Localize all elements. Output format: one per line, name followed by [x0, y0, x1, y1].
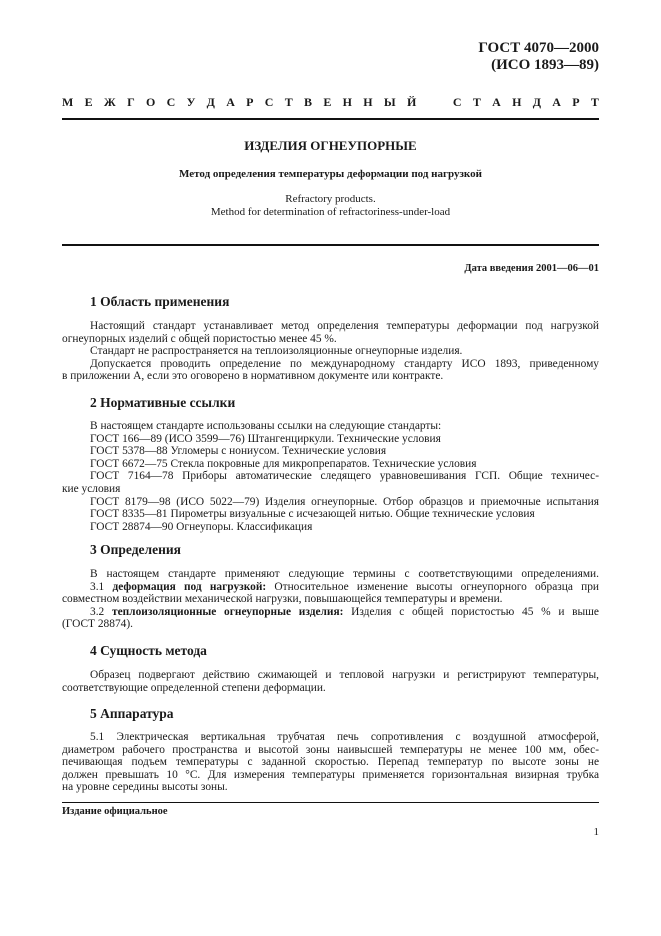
section-3-heading: 3 Определения [90, 542, 181, 557]
standard-identifier [478, 40, 599, 74]
reference-item: ГОСТ 166—89 (ИСО 3599—76) Штангенциркули. Технические условия [90, 432, 441, 445]
paragraph-line: 5.1 Электрическая вертикальная трубчатая печь сопротивления с воздушной атмосферой, [90, 731, 599, 743]
banner-letter: В [304, 95, 313, 109]
banner-letter: С [452, 95, 462, 109]
definition-text: Изделия с общей пористостью 45 % и выше [351, 605, 599, 618]
section-5-heading: 5 Аппаратура [90, 706, 174, 721]
definition-number: 3.2 [90, 605, 105, 618]
interstate-standard-banner [62, 95, 599, 110]
header-rule [62, 118, 599, 120]
definition-3-2 [62, 606, 599, 619]
definition-term: деформация под нагрузкой: [112, 580, 267, 593]
banner-letter: Т [472, 95, 481, 109]
section-1-body [62, 320, 599, 383]
banner-letter: Н [512, 95, 522, 109]
official-edition-label: Издание официальное [62, 806, 168, 817]
reference-item: ГОСТ 5378—88 Угломеры с нониусом. Технические условия [90, 445, 387, 458]
section-4-body [62, 669, 599, 694]
paragraph-line: Допускается проводить определение по международному стандарту ИСО 1893, приведенному [90, 357, 599, 370]
reference-item: ГОСТ 8179—98 (ИСО 5022—79) Изделия огнеупорные. Отбор образцов и приемочные испытания [90, 495, 599, 508]
title-rule [62, 244, 599, 246]
banner-letter: У [186, 95, 196, 109]
section-5-body [62, 731, 599, 794]
definition-term: теплоизоляционные огнеупорные изделия: [111, 605, 344, 618]
banner-letter: Т [590, 95, 599, 109]
iso-number: (ИСО 1893—89) [491, 57, 599, 73]
paragraph-line: Образец подвергают действию сжимающей и тепловой нагрузки и регистрируют температуры, [90, 669, 599, 681]
reference-item: ГОСТ 28874—90 Огнеупоры. Классификация [90, 520, 313, 533]
banner-letter: Г [127, 95, 135, 109]
definition-text: Относительное изменение высоты огнеупорного образца при [274, 580, 599, 593]
document-title: ИЗДЕЛИЯ ОГНЕУПОРНЫЕ [244, 138, 417, 153]
banner-letter: Р [572, 95, 580, 109]
paragraph-line: В настоящем стандарте применяют следующие термины с соответствующими определениями. [90, 568, 599, 580]
paragraph-line: В настоящем стандарте использованы ссылки на следующие стандарты: [90, 420, 442, 432]
english-title [62, 193, 599, 219]
definition-text-continued: (ГОСТ 28874). [62, 618, 133, 631]
banner-letter: Й [406, 95, 417, 109]
banner-letter: С [166, 95, 176, 109]
document-subtitle: Метод определения температуры деформации под нагрузкой [179, 168, 482, 180]
paragraph-line: Настоящий стандарт устанавливает метод определения температуры деформации под нагрузкой [90, 320, 599, 332]
banner-letter: Ж [103, 95, 116, 109]
banner-letter: Н [342, 95, 352, 109]
section-4-heading: 4 Сущность метода [90, 643, 207, 658]
definition-3-1 [62, 581, 599, 594]
paragraph-line: должен превышать 10 °С. Для измерения температуры применяется горизонтальная визирная трубка [62, 768, 599, 781]
section-3-body [62, 568, 599, 631]
paragraph-line: огнеупорных изделий с общей пористостью менее 45 %. [62, 332, 337, 345]
paragraph-line: в приложении А, если это оговорено в нормативном документе или контракте. [62, 370, 444, 383]
section-2-heading: 2 Нормативные ссылки [90, 395, 236, 410]
paragraph-line: печивающая подъем температуры с заданной скоростью. Перепад температур по высоте зоны не [62, 756, 599, 769]
reference-item: ГОСТ 6672—75 Стекла покровные для микропрепаратов. Технические условия [90, 457, 477, 470]
banner-letter: Е [323, 95, 332, 109]
banner-letter: Д [532, 95, 541, 109]
english-title-line: Refractory products. [285, 193, 376, 205]
section-1-heading: 1 Область применения [90, 294, 230, 309]
section-2-body [62, 420, 599, 533]
paragraph-line: диаметром рабочего пространства и высотой зоны наивысшей температуры не менее 100 мм, обес- [62, 743, 599, 756]
standard-number: ГОСТ 4070—2000 [478, 40, 599, 56]
reference-item: ГОСТ 7164—78 Приборы автоматические следящего уравновешивания ГСП. Общие техничес- [90, 470, 599, 483]
effective-date: Дата введения 2001—06—01 [464, 263, 599, 274]
paragraph-line: соответствующие определенной степени деформации. [62, 681, 326, 694]
banner-letter: О [145, 95, 156, 109]
paragraph-line: на уровне середины высоты зоны. [62, 781, 228, 794]
footer-rule [62, 802, 599, 803]
banner-letter: М [62, 95, 74, 109]
banner-letter: Е [84, 95, 93, 109]
banner-gap [428, 95, 442, 110]
banner-letter: Н [363, 95, 373, 109]
banner-letter: Р [246, 95, 254, 109]
banner-letter: С [264, 95, 274, 109]
definition-text-continued: совместном воздействии механической нагрузки, повышающейся температуры и времени. [62, 593, 503, 606]
english-title-line: Method for determination of refractoriness-under-load [210, 206, 451, 218]
banner-letter: А [226, 95, 235, 109]
banner-letter: А [552, 95, 561, 109]
reference-item-continued: кие условия [62, 482, 121, 495]
banner-letter: Д [206, 95, 215, 109]
page-number: 1 [593, 826, 599, 838]
banner-letter: Т [284, 95, 293, 109]
banner-letter: А [492, 95, 501, 109]
reference-item: ГОСТ 8335—81 Пирометры визуальные с исчезающей нитью. Общие технические условия [90, 508, 535, 521]
definition-number: 3.1 [90, 580, 105, 593]
banner-letter: Ы [383, 95, 396, 109]
paragraph-line: Стандарт не распространяется на теплоизоляционные огнеупорные изделия. [90, 345, 463, 358]
